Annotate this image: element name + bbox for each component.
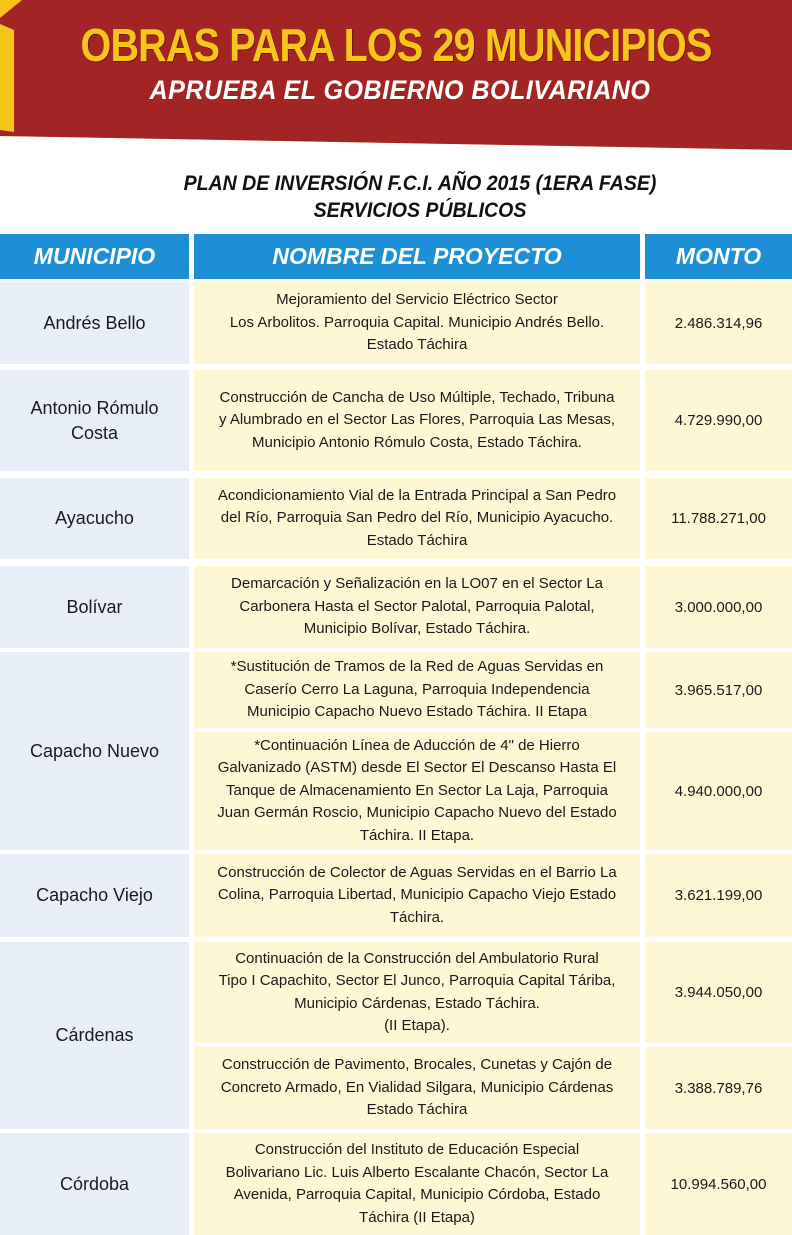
- monto-cell: 3.944.050,00: [645, 942, 792, 1043]
- municipio-cell: Antonio Rómulo Costa: [0, 370, 189, 471]
- monto-cell: 4.729.990,00: [645, 370, 792, 471]
- municipio-cell: Ayacucho: [0, 478, 189, 559]
- column-header-monto: MONTO: [645, 234, 792, 279]
- municipio-cell: Bolívar: [0, 566, 189, 648]
- municipio-cell: Córdoba: [0, 1133, 189, 1235]
- municipio-cell: Capacho Nuevo: [0, 652, 189, 850]
- project-name-cell: *Continuación Línea de Aducción de 4" de Hierro Galvanizado (ASTM) desde El Sector El Descanso Hasta El Tanque de Almacenamiento En Sector La Laja, Parroquia Juan Germán Roscio, Municipio Capacho Nuevo del Estado Táchira. II Etapa.: [194, 732, 640, 850]
- project-name-cell: Acondicionamiento Vial de la Entrada Principal a San Pedro del Río, Parroquia San Pedro del Río, Municipio Ayacucho. Estado Táchira: [194, 478, 640, 559]
- monto-cell: 11.788.271,00: [645, 478, 792, 559]
- monto-cell: 4.940.000,00: [645, 732, 792, 850]
- plan-heading: [29, 170, 792, 224]
- project-name-cell: Construcción de Colector de Aguas Servidas en el Barrio La Colina, Parroquia Libertad, Municipio Capacho Viejo Estado Táchira.: [194, 854, 640, 937]
- project-name-cell: Construcción de Pavimento, Brocales, Cunetas y Cajón de Concreto Armado, En Vialidad Silgara, Municipio Cárdenas Estado Táchira: [194, 1047, 640, 1129]
- project-name-cell: Mejoramiento del Servicio Eléctrico Sector Los Arbolitos. Parroquia Capital. Municipio Andrés Bello. Estado Táchira: [194, 282, 640, 364]
- monto-cell: 3.388.789,76: [645, 1047, 792, 1129]
- column-header-municipio: MUNICIPIO: [0, 234, 189, 279]
- municipio-cell: Cárdenas: [0, 942, 189, 1129]
- project-name-cell: Construcción del Instituto de Educación Especial Bolivariano Lic. Luis Alberto Escalante Chacón, Sector La Avenida, Parroquia Capital, Municipio Córdoba, Estado Táchira (II Etapa): [194, 1133, 640, 1235]
- monto-cell: 3.965.517,00: [645, 652, 792, 728]
- page-title: OBRAS PARA LOS 29 MUNICIPIOS: [80, 19, 712, 71]
- column-header-proyecto: NOMBRE DEL PROYECTO: [194, 234, 640, 279]
- plan-category: SERVICIOS PÚBLICOS: [313, 199, 527, 222]
- project-name-cell: Continuación de la Construcción del Ambulatorio Rural Tipo I Capachito, Sector El Junco, Parroquia Capital Táriba, Municipio Cárdenas, Estado Táchira. (II Etapa).: [194, 942, 640, 1043]
- municipio-cell: Capacho Viejo: [0, 854, 189, 937]
- title-banner: [0, 0, 792, 160]
- plan-title: PLAN DE INVERSIÓN F.C.I. AÑO 2015 (1ERA FASE): [183, 172, 657, 195]
- project-name-cell: *Sustitución de Tramos de la Red de Aguas Servidas en Caserío Cerro La Laguna, Parroquia Independencia Municipio Capacho Nuevo Estado Táchira. II Etapa: [194, 652, 640, 728]
- page-subtitle: APRUEBA EL GOBIERNO BOLIVARIANO: [149, 75, 651, 105]
- project-name-cell: Construcción de Cancha de Uso Múltiple, Techado, Tribuna y Alumbrado en el Sector Las Flores, Parroquia Las Mesas, Municipio Antonio Rómulo Costa, Estado Táchira.: [194, 370, 640, 471]
- monto-cell: 3.000.000,00: [645, 566, 792, 648]
- monto-cell: 10.994.560,00: [645, 1133, 792, 1235]
- monto-cell: 3.621.199,00: [645, 854, 792, 937]
- municipio-cell: Andrés Bello: [0, 282, 189, 364]
- project-name-cell: Demarcación y Señalización en la LO07 en el Sector La Carbonera Hasta el Sector Palotal, Parroquia Palotal, Municipio Bolívar, Estado Táchira.: [194, 566, 640, 648]
- monto-cell: 2.486.314,96: [645, 282, 792, 364]
